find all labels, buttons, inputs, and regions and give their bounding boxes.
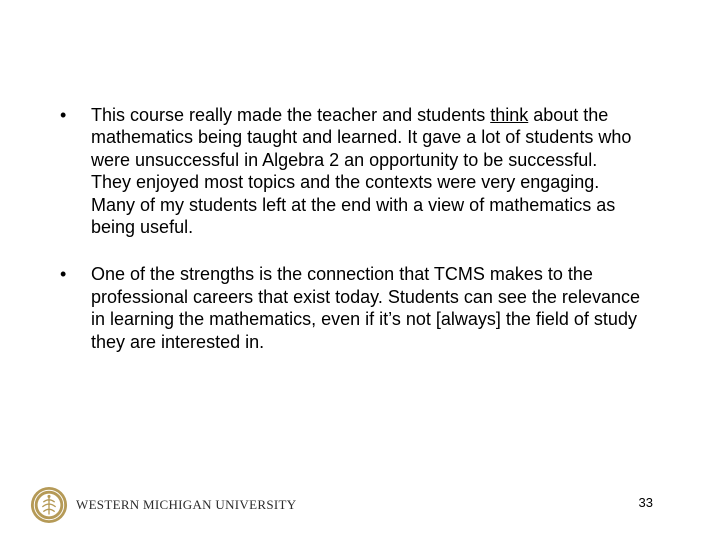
bullet-text-segment: about the mathematics being taught and learned. It gave a lot of students who were unsuccessful in Algebra 2 an opportunity to be successful. They enjoyed most topics and the contexts were very engaging. Many of my students left at the end with a view of mathematics as being useful.	[91, 105, 632, 238]
bullet-text-segment: This course really made the teacher and students	[91, 105, 491, 125]
page-number: 33	[638, 495, 653, 510]
university-seal-icon	[30, 486, 68, 524]
bullet-item-2	[60, 263, 640, 353]
bullet-text-segment: One of the strengths is the connection that TCMS makes to the professional careers that exist today. Students can see the relevance in learning the mathematics, even if it’s not [always] the field of study they are interested in.	[91, 264, 640, 352]
bullet-marker: •	[60, 105, 67, 125]
bullet-marker: •	[60, 264, 67, 285]
university-logo	[30, 484, 320, 526]
bullet-text-underlined: think	[490, 105, 529, 125]
bullet-item-1	[60, 104, 640, 238]
bullet-list	[60, 104, 640, 378]
university-wordmark: WESTERN MICHIGAN UNIVERSITY	[76, 497, 297, 512]
